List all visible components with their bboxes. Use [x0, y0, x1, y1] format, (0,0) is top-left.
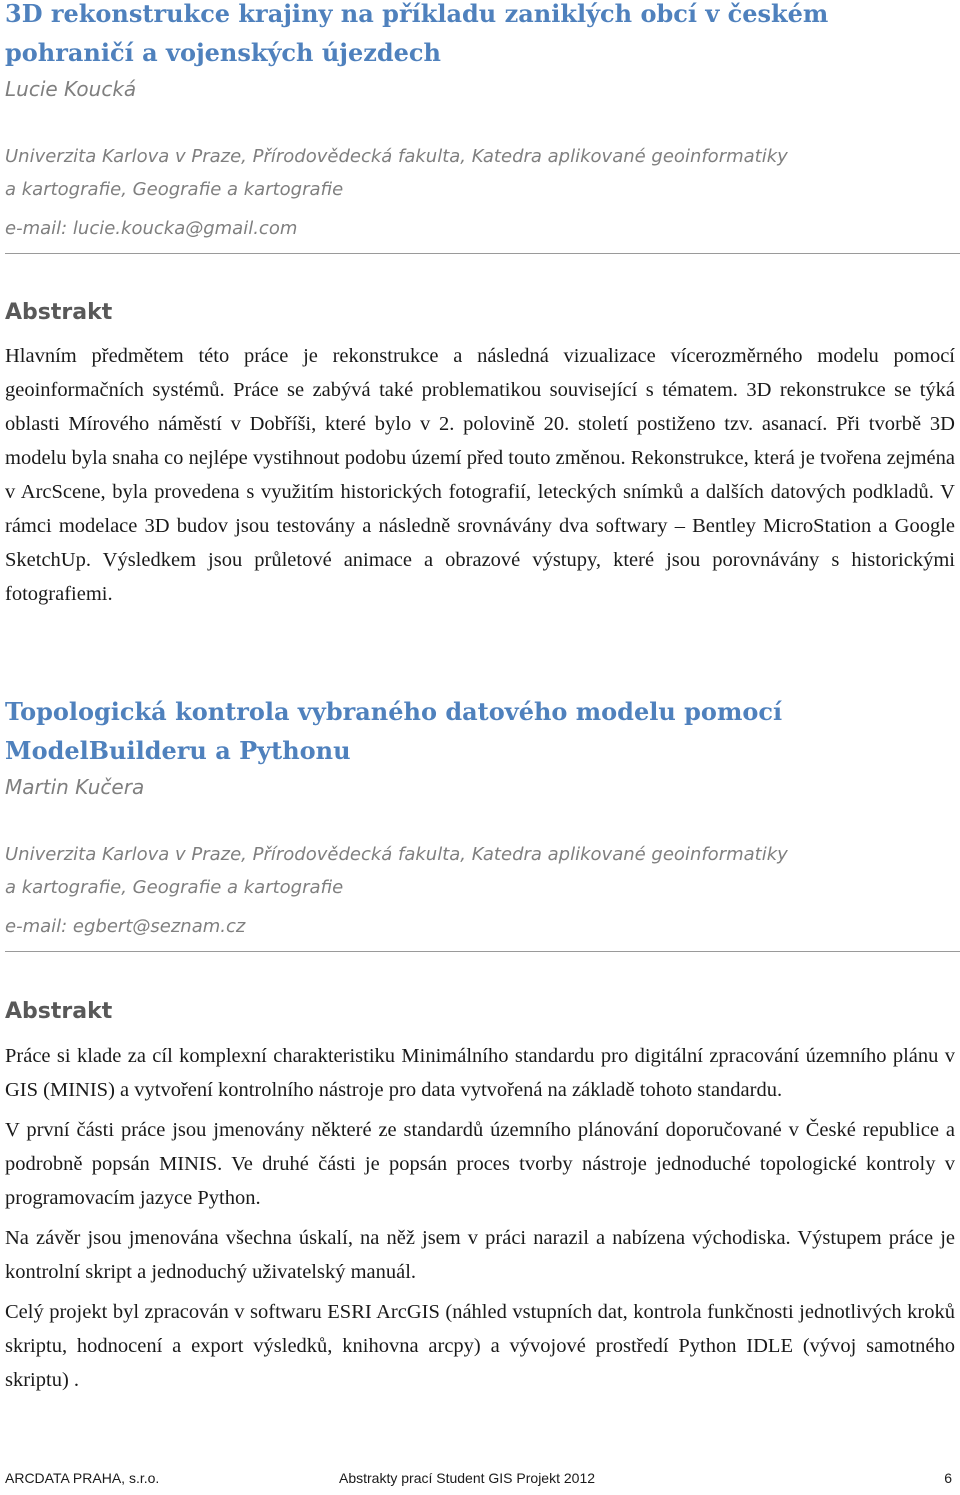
article-2-abstract-paragraph-1: Práce si klade za cíl komplexní charakteristiku Minimálního standardu pro digitální zpracování územního plánu v GIS (MINIS) a vytvoření kontrolního nástroje pro data vytvořená na základě tohoto standardu. [5, 1045, 955, 1101]
article-1-header [5, 0, 955, 104]
footer-publisher: ARCDATA PRAHA, s.r.o. [5, 1470, 160, 1486]
article-1-abstract-paragraph: Hlavním předmětem této práce je rekonstrukce a následná vizualizace vícerozměrného modelu pomocí geoinformačních systémů. Práce se zabývá také problematikou související s tématem. 3D rekonstrukce se týká oblasti Mírového náměstí v Dobříši, které bylo v 2. polovině 20. století postiženo tzv. asanací. Při tvorbě 3D modelu byla snaha co nejlépe vystihnout podobu území před touto změnou. Rekonstrukce, která je tvořena zejména v ArcScene, byla provedena s využitím historických fotografií, leteckých snímků a dalších datových podkladů. V rámci modelace 3D budov jsou testovány a následně srovnávány dva softwary – Bentley MicroStation a Google SketchUp. Výsledkem jsou průletové animace a obrazové výstupy, které jsou porovnávány s historickými fotografiemi. [5, 345, 955, 605]
article-2-abstract [5, 996, 955, 1397]
article-2-affiliation-line-1: Univerzita Karlova v Praze, Přírodovědecká fakulta, Katedra aplikované geoinformatiky [5, 844, 788, 865]
article-2-divider [5, 951, 960, 952]
article-2-title: Topologická kontrola vybraného datového modelu pomocí ModelBuilderu a Pythonu [5, 697, 783, 765]
article-1-email: e-mail: lucie.koucka@gmail.com [5, 218, 298, 239]
article-2-email: e-mail: egbert@seznam.cz [5, 916, 246, 937]
article-1-title: 3D rekonstrukce krajiny na příkladu zaniklých obcí v českém pohraničí a vojenských újezdech [5, 0, 829, 67]
article-2-affiliation [5, 838, 955, 943]
article-1-abstract [5, 297, 955, 611]
article-2-abstract-paragraph-4: Celý projekt byl zpracován v softwaru ESRI ArcGIS (náhled vstupních dat, kontrola funkčnosti jednotlivých kroků skriptu, hodnocení a export výsledků, knihovna arcpy) a vývojové prostředí Python IDLE (vývoj samotného skriptu) . [5, 1301, 955, 1391]
article-1-author: Lucie Koucká [5, 77, 137, 101]
footer-page-number: 6 [944, 1470, 952, 1486]
article-2-affiliation-line-2: a kartografie, Geografie a kartografie [5, 877, 344, 898]
article-1-abstract-heading: Abstrakt [5, 300, 113, 325]
article-1-affiliation-line-2: a kartografie, Geografie a kartografie [5, 179, 344, 200]
article-1-affiliation-line-1: Univerzita Karlova v Praze, Přírodovědecká fakulta, Katedra aplikované geoinformatiky [5, 146, 788, 167]
footer-publication-title: Abstrakty prací Student GIS Projekt 2012 [339, 1470, 596, 1486]
article-2-author: Martin Kučera [5, 775, 145, 799]
article-2-abstract-heading: Abstrakt [5, 999, 113, 1024]
article-1-affiliation [5, 140, 955, 245]
article-2-abstract-paragraph-2: V první části práce jsou jmenovány některé ze standardů územního plánování doporučované v České republice a podrobně popsán MINIS. Ve druhé části je popsán proces tvorby nástroje jednoduché topologické kontroly v programovacím jazyce Python. [5, 1119, 955, 1209]
article-2-abstract-paragraph-3: Na závěr jsou jmenována všechna úskalí, na něž jsem v práci narazil a nabízena východiska. Výstupem práce je kontrolní skript a jednoduchý uživatelský manuál. [5, 1227, 955, 1283]
article-2-header [5, 692, 955, 802]
article-1-divider [5, 253, 960, 254]
